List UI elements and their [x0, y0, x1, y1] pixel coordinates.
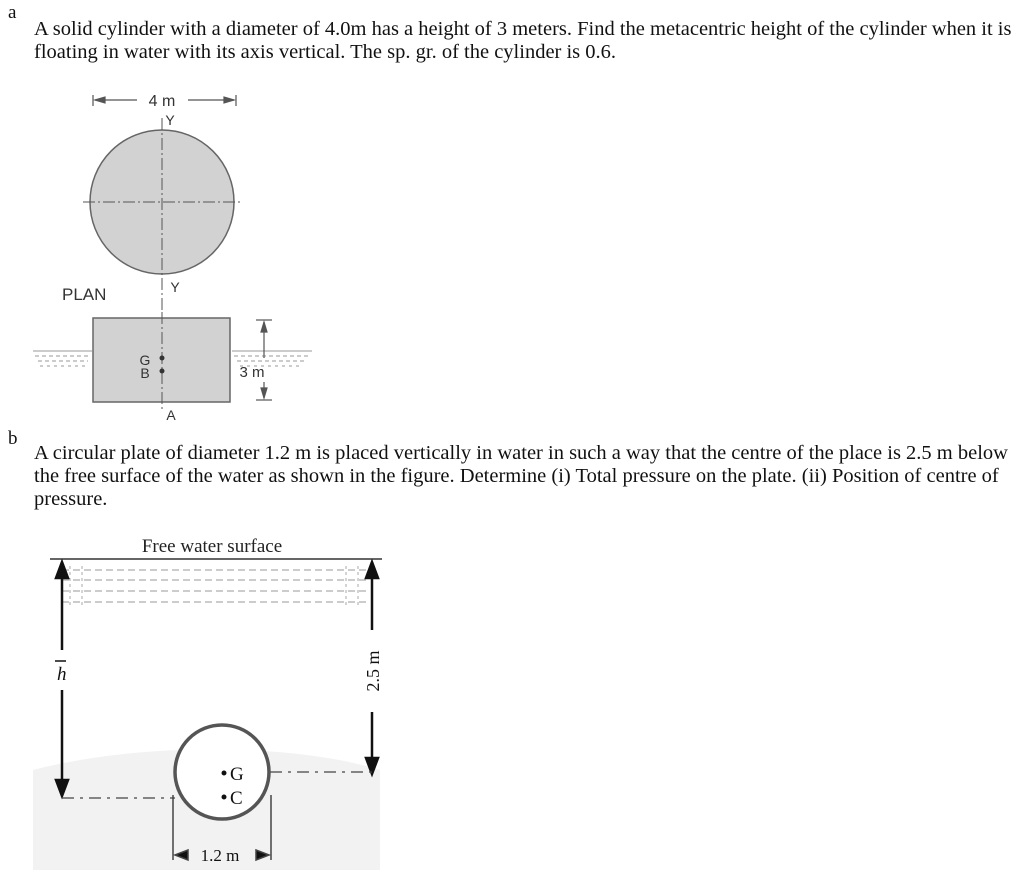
question-a-label: a	[8, 2, 17, 23]
point-g-label: G	[230, 764, 244, 785]
axis-top-label: Y	[165, 112, 175, 128]
question-a-text: A solid cylinder with a diameter of 4.0m has a height of 3 meters. Find the metacentric height of the cylinder when it is floating in water with its axis vertical. The sp. gr. of the cylinder is 0.6.	[34, 18, 1012, 63]
question-b-label: b	[8, 428, 18, 449]
water-vertical-ticks	[70, 566, 358, 606]
axis-bottom-label: Y	[170, 279, 180, 295]
point-g-dot	[222, 771, 227, 776]
point-c-dot	[222, 795, 227, 800]
point-c-label: C	[230, 788, 243, 809]
point-b-label: B	[140, 365, 150, 381]
plate-diameter-label: 1.2 m	[200, 846, 240, 865]
question-b-text: A circular plate of diameter 1.2 m is placed vertically in water in such a way that the centre of the place is 2.5 m below the free surface of the water as shown in the figure. Determine (i) Total pressure on the plate. (ii) Position of centre of pressure.	[34, 442, 1008, 510]
h-label: h	[57, 664, 67, 685]
depth-label: 2.5 m	[363, 650, 383, 692]
diameter-label: 4 m	[148, 93, 176, 110]
water-hatching	[62, 570, 370, 602]
surface-label: Free water surface	[141, 536, 283, 557]
point-g-label: G	[139, 352, 151, 368]
point-a-label: A	[166, 407, 176, 423]
height-label: 3 m	[239, 364, 265, 381]
plan-label: PLAN	[62, 285, 107, 304]
